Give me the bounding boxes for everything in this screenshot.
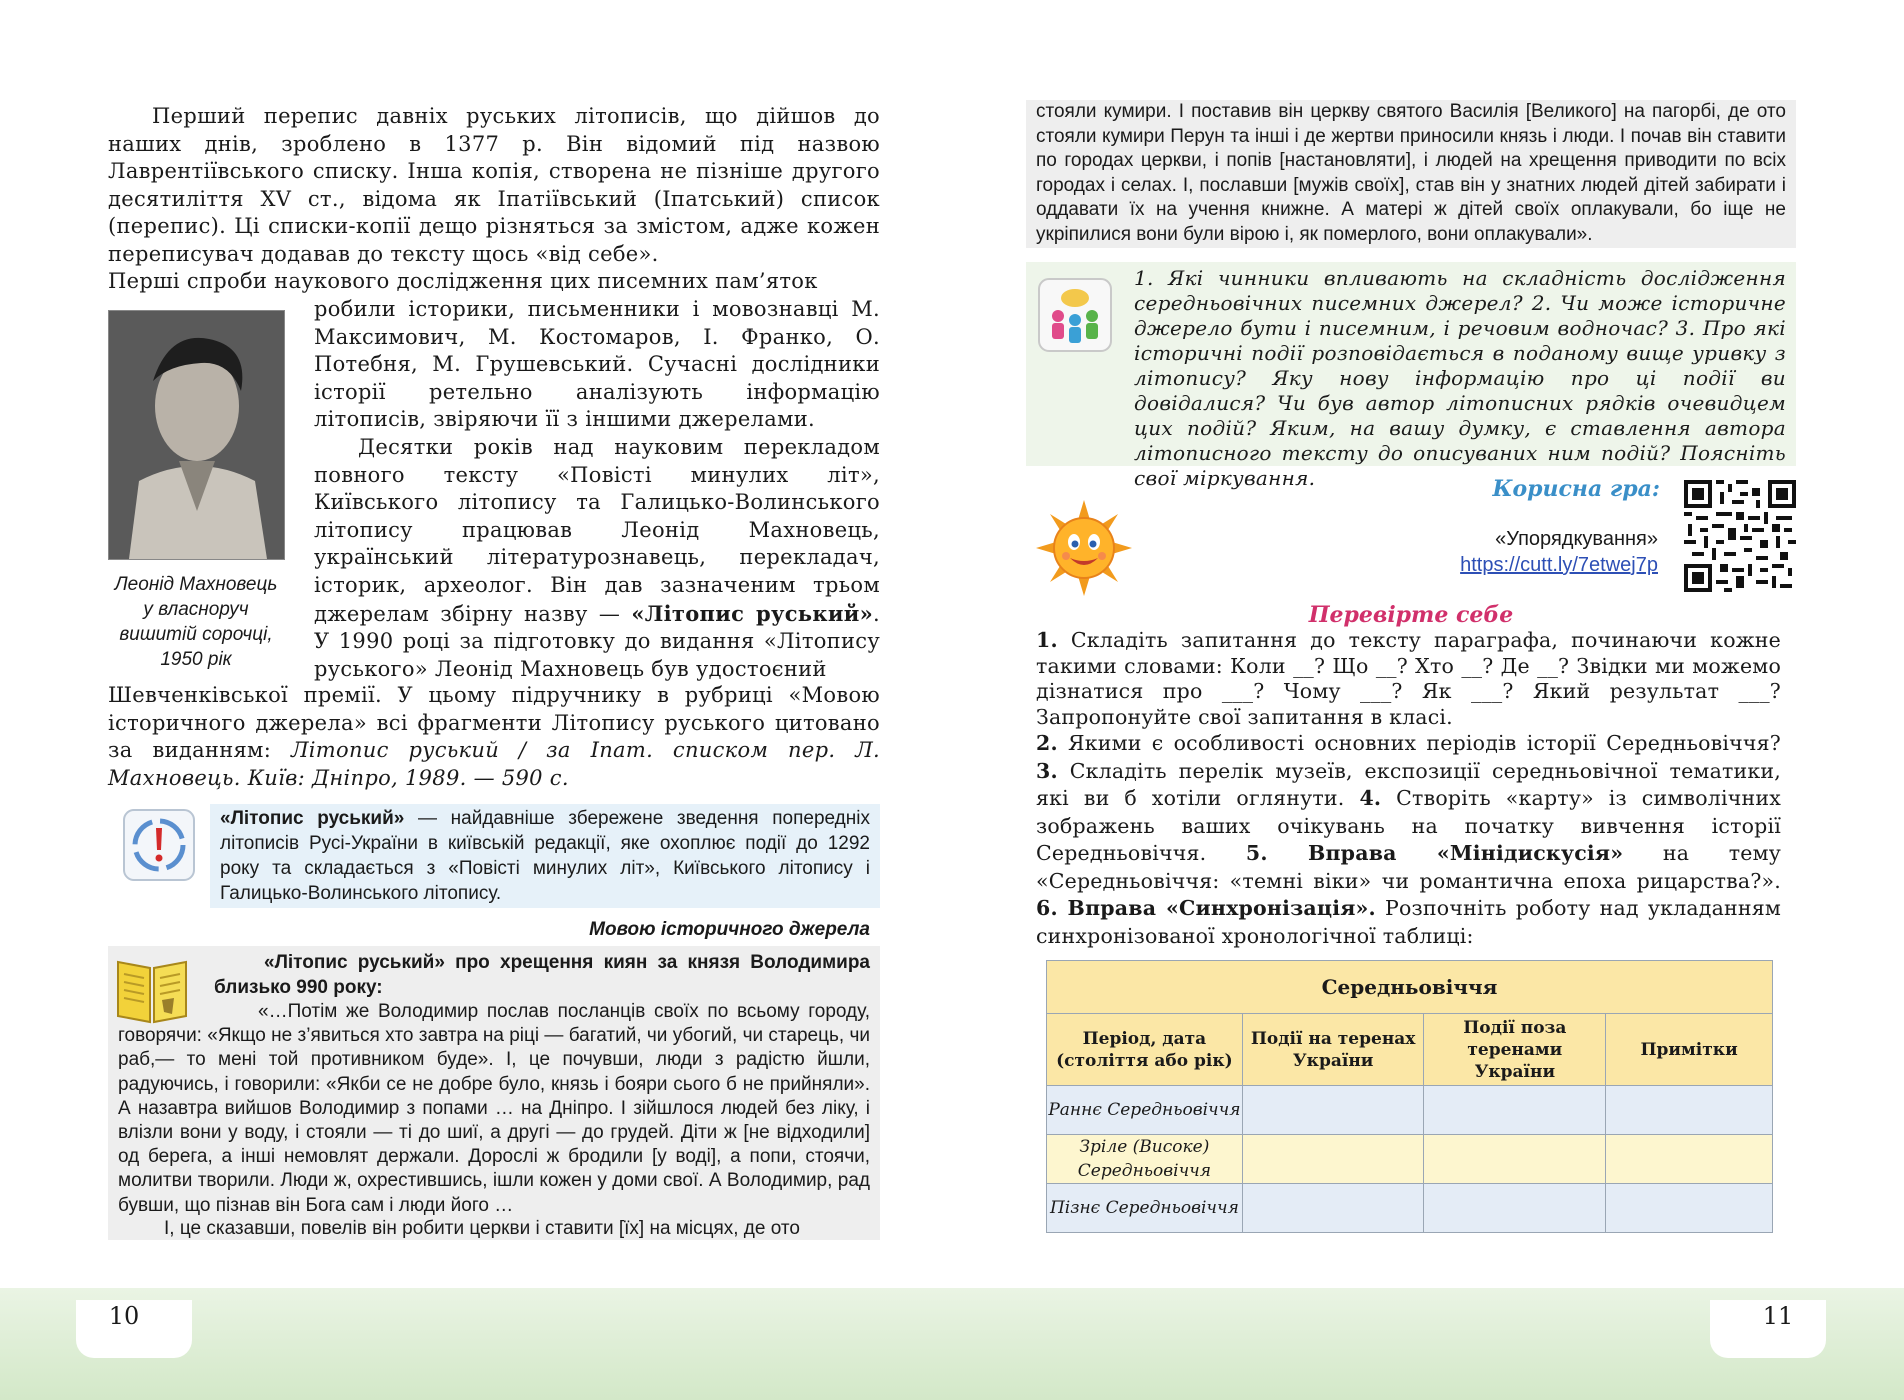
source-continuation-box: стояли кумири. І поставив він церкву святого Василія [Великого] на пагорбі, де ото стояли кумири Перун та інші і де жертви приносили князь і люди. І почав він ставити по городах церкви, і попів [настановляти], і людей на хрещення приводити по всіх городах і селах. І, пославши [мужів своїх], став він у знатних людей дітей забирати і оддавати їх на учення книжне. А матері ж дітей своїх оплакували, бо іще не укріпилися вони були вірою і, як померлого, вони оплакували». xyxy=(1026,100,1796,248)
table-header: Події поза теренами України xyxy=(1424,1014,1606,1086)
footer-bar xyxy=(0,1288,1904,1400)
task-text: Складіть перелік музеїв, експозиції середньовічної тематики, які ви б хотіли оглянути. xyxy=(1036,758,1781,810)
chronicle-name: «Літопис руський» xyxy=(631,600,874,626)
source-quote: «…Потім же Володимир послав посланців своїх по всьому городу, говорячи: «Якщо не з’явиться хто завтра на ріці — багатий, чи убогий, чи старець, чи раб,— то мені той противником буде». І, це почувши, люди з радістю йшли, радуючись, і говорили: «Якби се не добре було, князь і бояри сього б не прийняли». А назавтра вийшов Володимир з попами … на Дніпро. І зійшлося людей без ліку, і влізли вони у воду, і стояли — ті до шиї, а другі — до грудей. Діти ж [не відходили] од берега, а інші немовлят держали. Дорослі ж бродили [у воді], а попи, стоячи, молитви творили. Люди ж, охрестившись, ішли кожен у доми свої. А Володимир, рад бувши, що пізнав він Бога сам і люди його … xyxy=(118,1001,870,1216)
questions-text: 1. Які чинники впливають на складність дослідження середньовічних писемних джерел? 2. Чи може історичне джерело бути і писемним, і речовим водночас? 3. Про які історичні події розповідається в поданому вище уривку з літопису? Яку нову інформацію про ці події ви довідалися? Чи був автор літописних рядків очевидцем цих подій? Яким, на вашу думку, є ставлення автора літописного тексту до описуваних ним подій? Поясніть свої міркування. xyxy=(1134,266,1786,490)
qr-code-icon[interactable] xyxy=(1684,480,1796,592)
photo-caption xyxy=(96,572,296,672)
paragraph-makhnovets xyxy=(314,434,880,683)
source-title: «Літопис руський» про хрещення киян за князя Володимира близько 990 року: xyxy=(214,952,870,998)
paragraph-first-copy: Перший перепис давніх руських літописів, що дійшов до наших днів, зроблено в 1377 р. Він відомий під назвою Лаврентіївського списку. Інша копія, створена не пізніше другого десятиліття XV ст., відома як Іпатіївський (Іпатський) список (перепис). Ці списки-копії дещо різняться за змістом, адже кожен переписувач додавав до тексту щось «від себе». xyxy=(108,104,880,266)
definition-text: — найдавніше збережене зведення попередніх літописів Русі-України в київській редакції, яке охоплює події до 1292 року та складається з «Повісті минулих літ», Київського літопису і Галицько-Волинського літопису. xyxy=(220,808,870,904)
table-row-label: Раннє Середньовіччя xyxy=(1047,1086,1243,1135)
check-heading: Перевірте себе xyxy=(1308,602,1514,628)
table-cell[interactable] xyxy=(1606,1135,1773,1184)
table-header: Події на теренах України xyxy=(1242,1014,1424,1086)
table-row-label: Пізнє Середньовіччя xyxy=(1047,1184,1243,1233)
table-header: Примітки xyxy=(1606,1014,1773,1086)
portrait-photo xyxy=(108,310,285,560)
makhnovets-text-end: . У 1990 році за підготовку до видання «Літопису руського» Леонід Махновець був удостоєний xyxy=(314,601,880,681)
table-cell[interactable] xyxy=(1606,1086,1773,1135)
edition-text: Шевченківської премії. У цьому підручнику в рубриці «Мовою історичного джерела» всі фрагменти Літопису руського цитовано за виданням: xyxy=(108,683,880,763)
portrait-figure xyxy=(109,311,284,559)
makhnovets-text: Десятки років над науковим перекладом повного тексту «Повісті минулих літ», Київського літопису та Галицько-Волинського літопису працював Леонід Махновець, український літературознавець, перекладач, історик, археолог. Він дав зазначеним трьом джерелам збірну назву — xyxy=(314,435,880,626)
table-cell[interactable] xyxy=(1242,1086,1424,1135)
table-title: Середньовіччя xyxy=(1047,961,1773,1014)
paragraph-research-start: Перші спроби наукового дослідження цих писемних пам’яток xyxy=(108,269,818,293)
table-cell[interactable] xyxy=(1424,1135,1606,1184)
task-text: на тему «Середньовіччя: «темні віки» чи романтична епоха рицарства?». xyxy=(1036,841,1782,893)
attention-icon xyxy=(120,806,198,884)
game-link[interactable]: https://cutt.ly/7etwej7p xyxy=(1460,554,1658,576)
paragraph-researchers: робили історики, письменники і мовознавці М. Максимович, М. Костомаров, І. Франко, О. Потебня, М. Грушевський. Сучасні дослідники історії ретельно аналізують інформацію літописів, звіряючи її з іншими джерелами. xyxy=(314,297,880,432)
edition-citation: Літопис руський / за Іпат. списком пер. Л. Махновець. Київ: Дніпро, 1989. — 590 с. xyxy=(108,738,880,790)
table-cell[interactable] xyxy=(1424,1184,1606,1233)
table-cell[interactable] xyxy=(1606,1184,1773,1233)
task-text: Розпочніть роботу над укладанням синхронізованої хронологічної таблиці: xyxy=(1036,896,1781,948)
sun-icon xyxy=(1034,498,1134,598)
task-number: 3. xyxy=(1036,758,1058,783)
game-name: «Упорядкування» xyxy=(1495,528,1658,550)
definition-box xyxy=(210,804,880,908)
table-row xyxy=(1047,1086,1773,1135)
game-heading: Корисна гра: xyxy=(1492,476,1660,502)
chronology-table xyxy=(1046,960,1773,1233)
task-number: 5. Вправа «Мінідискусія» xyxy=(1245,841,1624,865)
source-label: Мовою історичного джерела xyxy=(589,919,870,940)
task-1 xyxy=(1036,628,1781,730)
page-number-right: 11 xyxy=(1762,1302,1794,1330)
task-text: Якими є особливості основних періодів історії Середньовіччя? xyxy=(1057,731,1781,755)
caption-line: 1950 рік xyxy=(160,649,232,670)
page-number-left: 10 xyxy=(108,1302,140,1330)
source-quote-end: І, це сказавши, повелів він робити церкви і ставити [їх] на місцях, де ото xyxy=(164,1218,800,1239)
table-row xyxy=(1047,1184,1773,1233)
tasks-2-6 xyxy=(1036,730,1781,950)
task-number: 2. xyxy=(1036,731,1058,755)
table-row-label: Зріле (Високе) Середньовіччя xyxy=(1047,1135,1243,1184)
task-number: 6. Вправа «Синхронізація». xyxy=(1036,896,1376,920)
task-number: 4. xyxy=(1359,786,1382,810)
discussion-icon xyxy=(1036,276,1114,354)
tasks-list xyxy=(1036,628,1781,950)
caption-line: Леонід Махновець xyxy=(114,574,278,595)
table-row xyxy=(1047,1135,1773,1184)
task-text: Складіть запитання до тексту параграфа, починаючи кожне такими словами: Коли __? Що __? Хто __? Де __? Звідки ми можемо дізнатися про ___? Чому ___? Як ___? Який результат ___? Запропонуйте свої запитання в класі. xyxy=(1036,628,1781,729)
definition-term: «Літопис руський» xyxy=(220,808,405,829)
table-cell[interactable] xyxy=(1424,1086,1606,1135)
task-number: 1. xyxy=(1036,628,1058,652)
table-header: Період, дата (століття або рік) xyxy=(1047,1014,1243,1086)
caption-line: вишитій сорочці, xyxy=(119,624,273,645)
caption-line: у власноруч xyxy=(143,599,249,620)
task-text: Створіть «карту» із символічних зображень ваших очікувань на початку вивчення історії Середньовіччя. xyxy=(1036,786,1782,865)
table-cell[interactable] xyxy=(1242,1184,1424,1233)
table-cell[interactable] xyxy=(1242,1135,1424,1184)
paragraph-edition xyxy=(108,682,880,792)
